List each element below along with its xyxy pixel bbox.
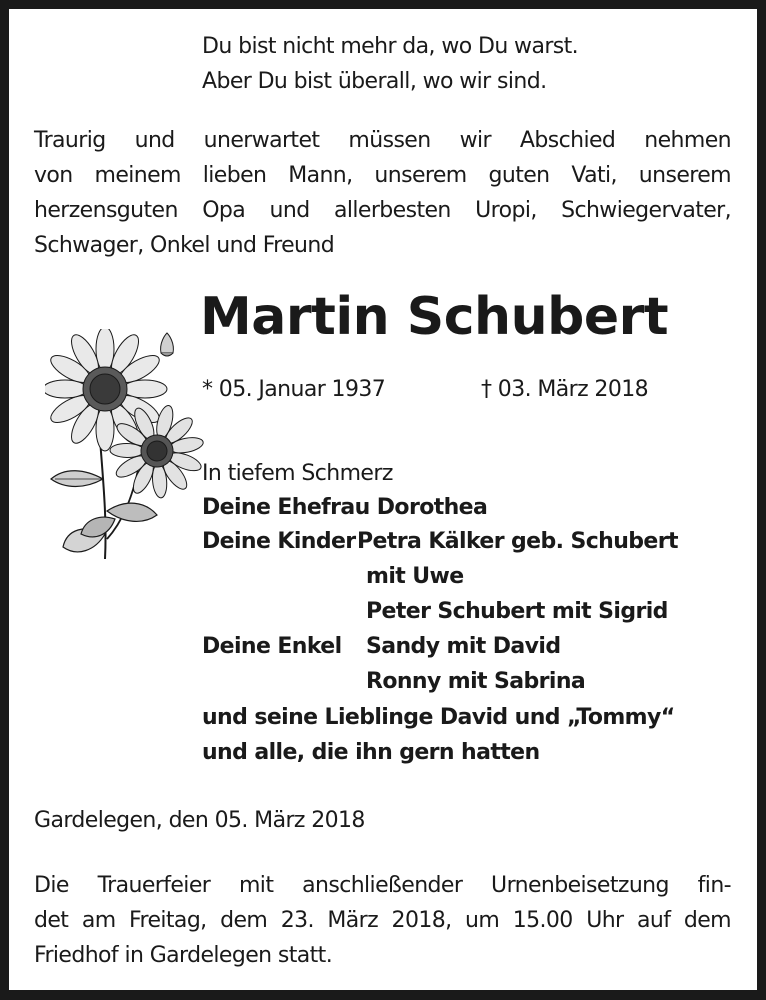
mourners-heading: In tiefem Schmerz [202,461,393,486]
death-date: † 03. März 2018 [481,377,649,402]
birth-date: * 05. Januar 1937 [202,377,386,402]
funeral-line-2: det am Freitag, dem 23. März 2018, um 15.00 Uhr auf dem [34,908,731,933]
intro-line-1: Traurig und unerwartet müssen wir Abschied nehmen [34,128,731,153]
mourner-others: und alle, die ihn gern hatten [202,740,540,765]
poem-line-1: Du bist nicht mehr da, wo Du warst. [202,34,579,59]
children-label: Deine Kinder [202,529,356,554]
mourner-wife: Deine Ehefrau Dorothea [202,495,488,520]
place-date: Gardelegen, den 05. März 2018 [34,808,365,833]
sunflower-icon [45,329,205,564]
funeral-line-3: Friedhof in Gardelegen statt. [34,943,333,968]
mourner-child-1: Petra Kälker geb. Schubert [357,529,678,554]
mourner-grandchild-1: Sandy mit David [366,634,561,659]
mourner-favorites: und seine Lieblinge David und „Tommy“ [202,705,675,730]
intro-line-2: von meinem lieben Mann, unserem guten Vati, unserem [34,163,731,188]
funeral-line-1: Die Trauerfeier mit anschließender Urnenbeisetzung fin- [34,873,731,898]
mourner-grandchild-2: Ronny mit Sabrina [366,669,586,694]
mourner-child-1-partner: mit Uwe [366,564,464,589]
intro-line-3: herzensguten Opa und allerbesten Uropi, Schwiegervater, [34,198,731,223]
deceased-name: Martin Schubert [200,287,669,347]
mourner-child-2: Peter Schubert mit Sigrid [366,599,668,624]
poem-line-2: Aber Du bist überall, wo wir sind. [202,69,547,94]
intro-line-4: Schwager, Onkel und Freund [34,233,335,258]
grandchildren-label: Deine Enkel [202,634,342,659]
